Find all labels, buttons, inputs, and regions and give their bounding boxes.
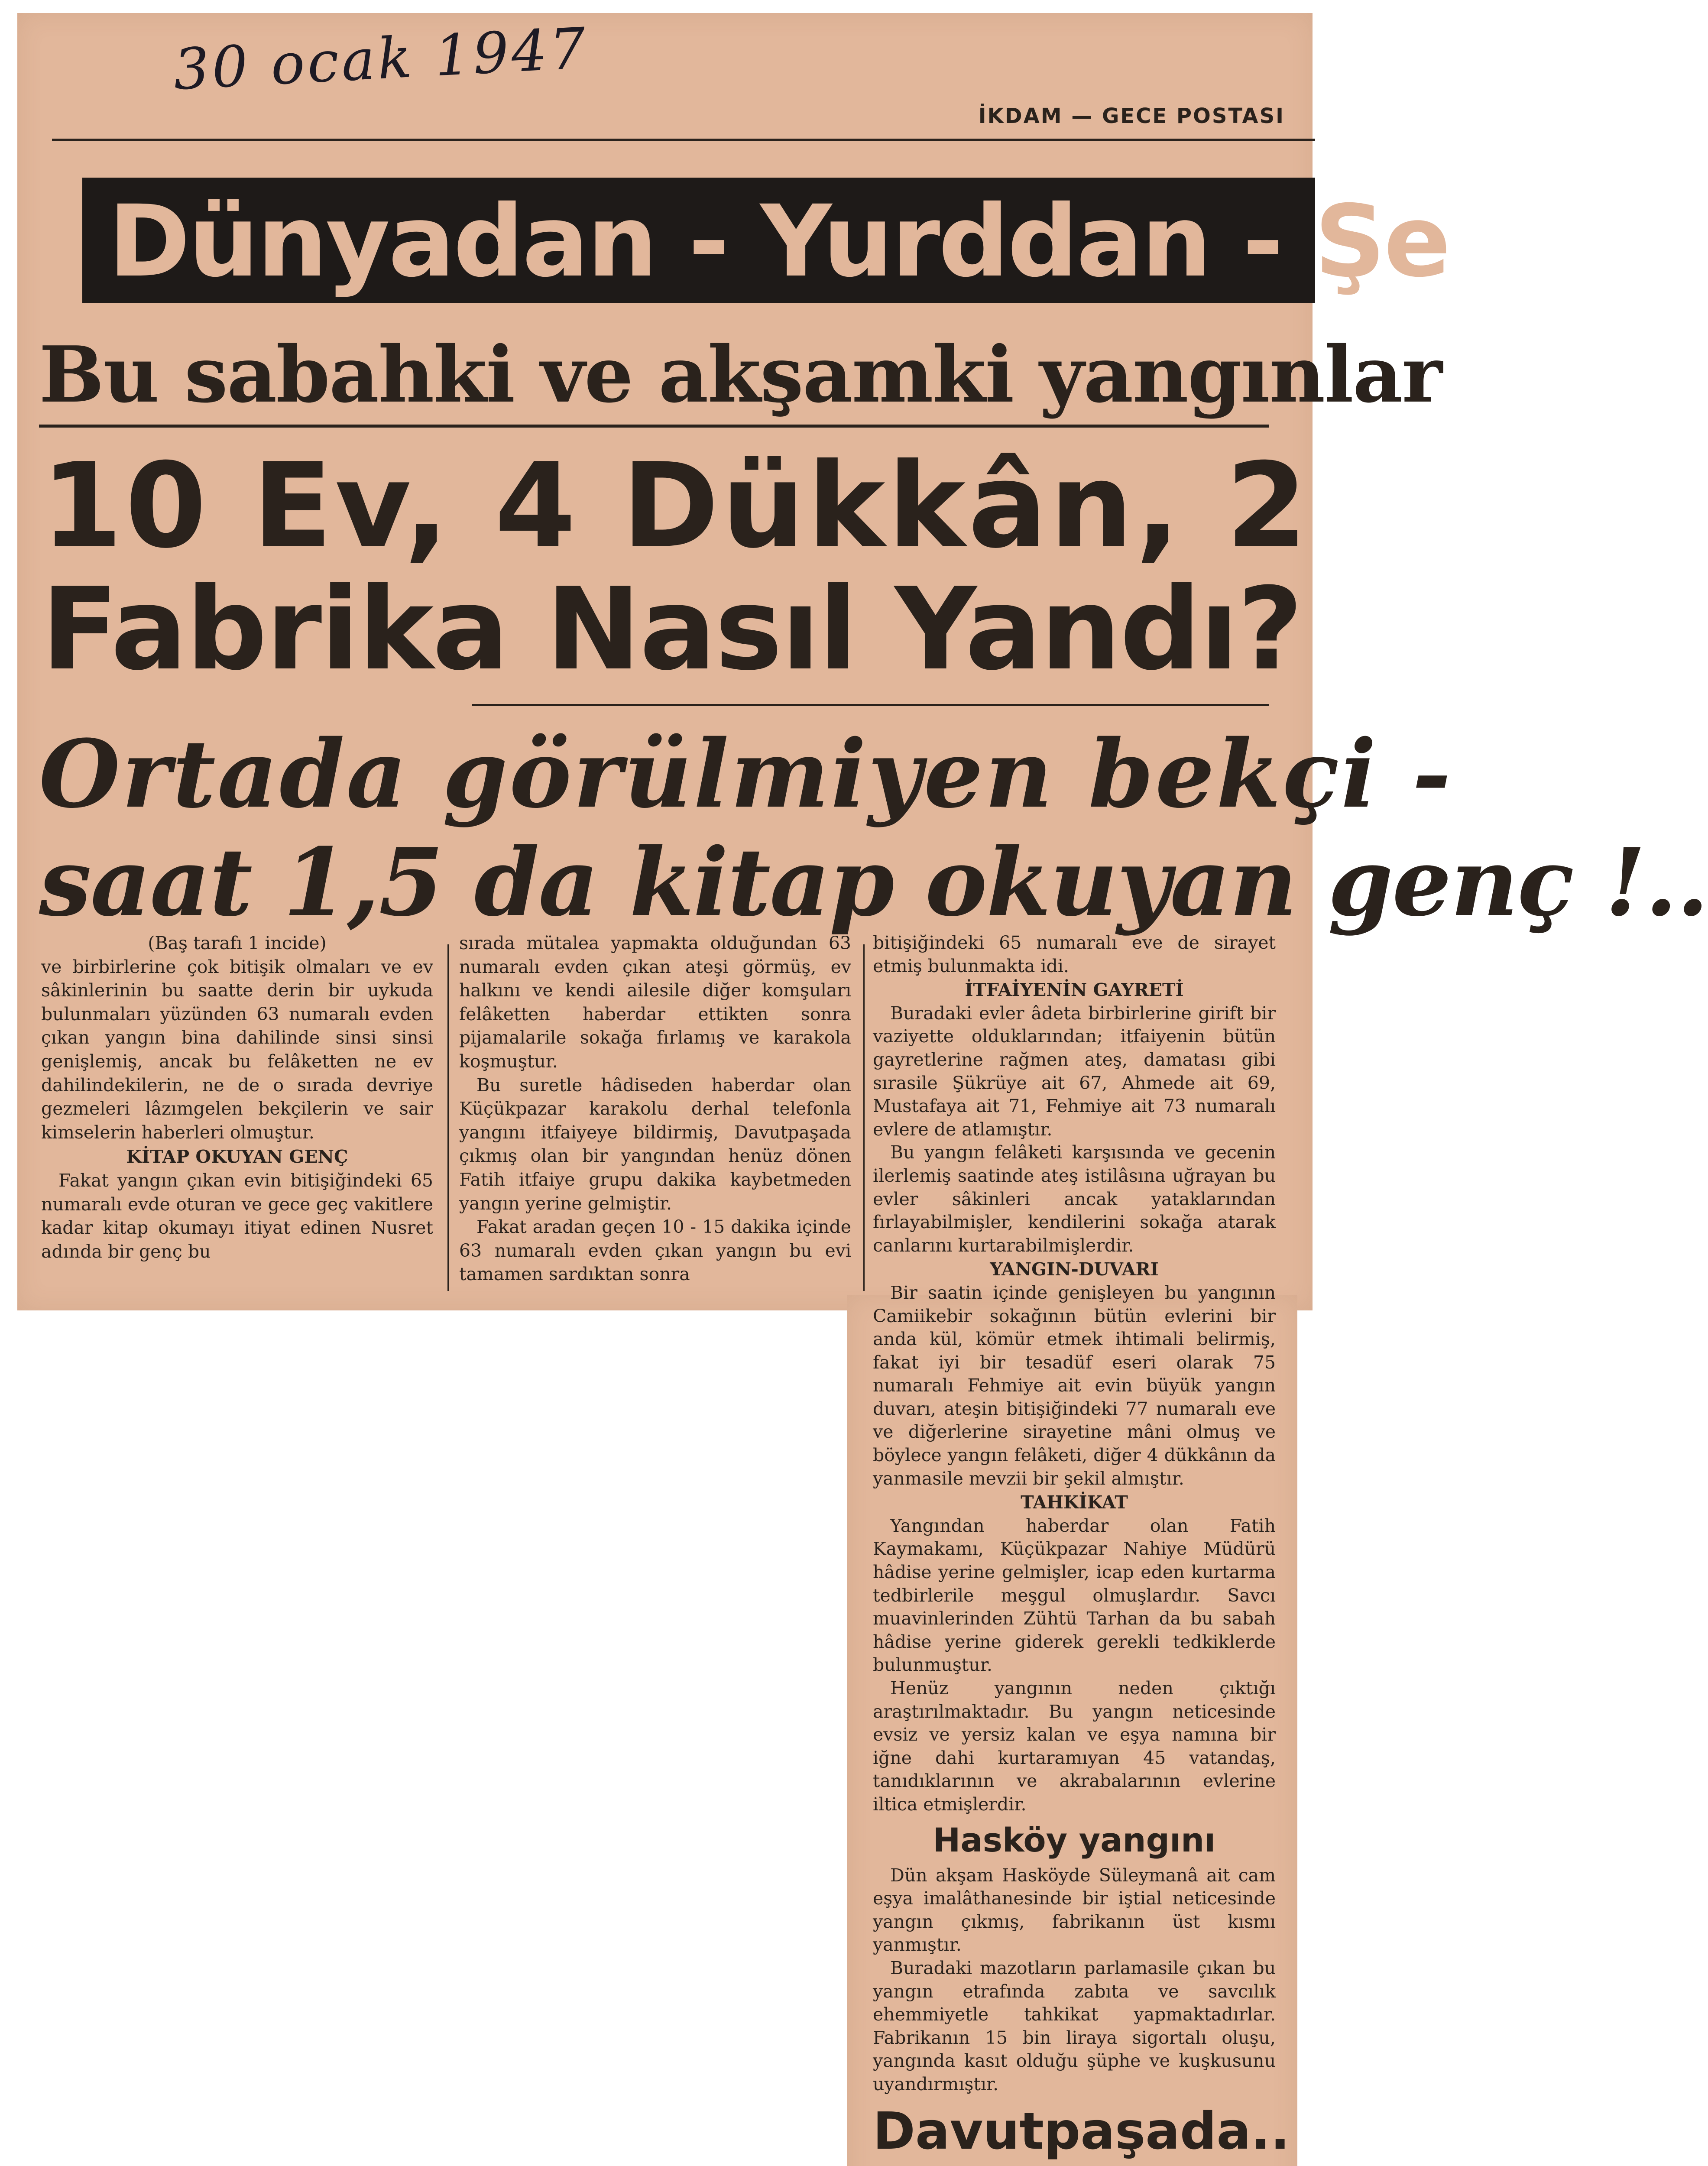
- column-divider-2: [863, 944, 865, 1291]
- subheadline-line-2: saat 1,5 da kitap okuyan genç !..: [39, 827, 1708, 937]
- paragraph: Buradaki evler âdeta birbirlerine girift bir vaziyette olduklarından; itfaiyenin bütün gayretlerine rağmen ateş, damatası gibi sırasile Şükrüye ait 67, Ahmede ait 69, Mustafaya ait 71, Fehmiye ait 73 numaralı evlere de atlamıştır.: [873, 1002, 1276, 1140]
- section-heading: KİTAP OKUYAN GENÇ: [126, 1146, 348, 1167]
- article-column-2: [459, 931, 851, 1286]
- headline-line-1: 10 Ev, 4 Dükkân, 2: [41, 438, 1310, 574]
- kicker-rule: [39, 425, 1269, 428]
- newspaper-name: İKDAM — GECE POSTASI: [978, 104, 1285, 128]
- headline-line-2: Fabrika Nasıl Yandı?: [41, 563, 1302, 695]
- paragraph: Fakat aradan geçen 10 - 15 dakika içinde 63 numaralı evden çıkan yangın bu evi tamamen sardıktan sonra: [459, 1216, 851, 1285]
- paragraph: Bu suretle hâdiseden haberdar olan Küçükpazar karakolu derhal telefonla yangını itfaiyeye bildirmiş, Davutpaşada çıkmış olan bir yangından henüz dönen Fatih itfaiye grupu dakika kaybetmeden yangın yerine gelmiştir.: [459, 1074, 851, 1214]
- article-column-1: [41, 931, 433, 1263]
- handwritten-date: 30 ocak 1947: [172, 15, 590, 103]
- paragraph: bitişiğindeki 65 numaralı eve de sirayet etmiş bulunmakta idi.: [873, 932, 1276, 976]
- subheadline-line-1: Ortada görülmiyen bekçi -: [39, 719, 1453, 829]
- section-banner: [82, 178, 1449, 303]
- paragraph: ve birbirlerine çok bitişik olmaları ve ev sâkinlerinin bu saatte derin bir uykuda bulunmaları yüzünden 63 numaralı evden çıkan yangın bina dahilinde sinsi sinsi genişlemiş, ancak bu felâketten ne ev dahilindekilerin, ne de o sırada devriye gezmeleri lâzımgelen bekçilerin ve sair kimselerin haberleri olmuştur.: [41, 956, 433, 1143]
- column-divider-1: [447, 944, 449, 1291]
- article-column-3: [873, 931, 1290, 2166]
- headline-rule: [472, 704, 1269, 706]
- paragraph: Buradaki mazotların parlamasile çıkan bu yangın etrafında zabıta ve savcılık ehemmiyetle tahkikat yapmaktadırlar. Fabrikanın 15 bin liraya sigortalı oluşu, yangında kasıt olduğu şüphe ve kuşkusunu uyandırmıştır.: [873, 1957, 1276, 2095]
- kicker: Bu sabahki ve akşamki yangınlar: [39, 329, 1442, 420]
- paragraph: Yangından haberdar olan Fatih Kaymakamı, Küçükpazar Nahiye Müdürü hâdise yerine gelmişler, icap eden kurtarma tedbirlerile meşgul olmuşlardır. Savcı muavinlerinden Zühtü Tarhan da bu sabah hâdise yerine giderek gerekli tedkiklerde bulunmuştur.: [873, 1515, 1276, 1676]
- paragraph: Bir saatin içinde genişleyen bu yangının Camiikebir sokağının bütün evlerini bir anda kül, kömür etmek ihtimali belirmiş, fakat iyi bir tesadüf eseri olarak 75 numaralı Fehmiye ait evin büyük yangın duvarı, ateşin bitişiğindeki 77 numaralı eve ve diğerlerine sirayetine mâni olmuş ve böylece yangın felâketi, diğer 4 dükkânın da yanmasile mevzii bir şekil almıştır.: [873, 1282, 1276, 1489]
- section-heading-hasköy: Hasköy yangını: [933, 1820, 1216, 1859]
- continued-note: (Baş tarafı 1 incide): [148, 933, 327, 953]
- top-rule: [52, 139, 1315, 141]
- paragraph: sırada mütalea yapmakta olduğundan 63 numaralı evden çıkan ateşi görmüş, ev halkını ve kendi ailesile diğer komşuları felâketten haberdar ettikten sonra pijamalarile sokağa fırlamış ve karakola koşmuştur.: [459, 933, 851, 1072]
- paragraph: Fakat yangın çıkan evin bitişiğindeki 65 numaralı evde oturan ve gece geç vakitlere kadar kitap okumayı itiyat edinen Nusret adında bir genç bu: [41, 1170, 433, 1262]
- section-heading: YANGIN-DUVARI: [990, 1259, 1159, 1280]
- section-heading-davutpasa: Davutpaşada..: [873, 2101, 1290, 2161]
- section-banner-text: Dünyadan - Yurddan - Şe: [108, 184, 1449, 299]
- section-heading: TAHKİKAT: [1021, 1492, 1128, 1513]
- section-heading: İTFAİYENİN GAYRETİ: [965, 979, 1184, 1001]
- paragraph: Dün akşam Hasköyde Süleymanâ ait cam eşya imalâthanesinde bir iştial neticesinde yangın çıkmış, fabrikanın üst kısmı yanmıştır.: [873, 1864, 1276, 1955]
- paragraph: Bu yangın felâketi karşısında ve gecenin ilerlemiş saatinde ateş istilâsına uğrayan bu evler sâkinleri ancak yataklarından fırlayabilmişler, kendilerini sokağa atarak canlarını kurtarabilmişlerdir.: [873, 1142, 1276, 1256]
- paragraph: Henüz yangının neden çıktığı araştırılmaktadır. Bu yangın neticesinde evsiz ve yersiz kalan ve eşya namına bir iğne dahi kurtaramıyan 45 vatandaş, tanıdıklarının ve akrabalarının evlerine iltica etmişlerdir.: [873, 1678, 1276, 1815]
